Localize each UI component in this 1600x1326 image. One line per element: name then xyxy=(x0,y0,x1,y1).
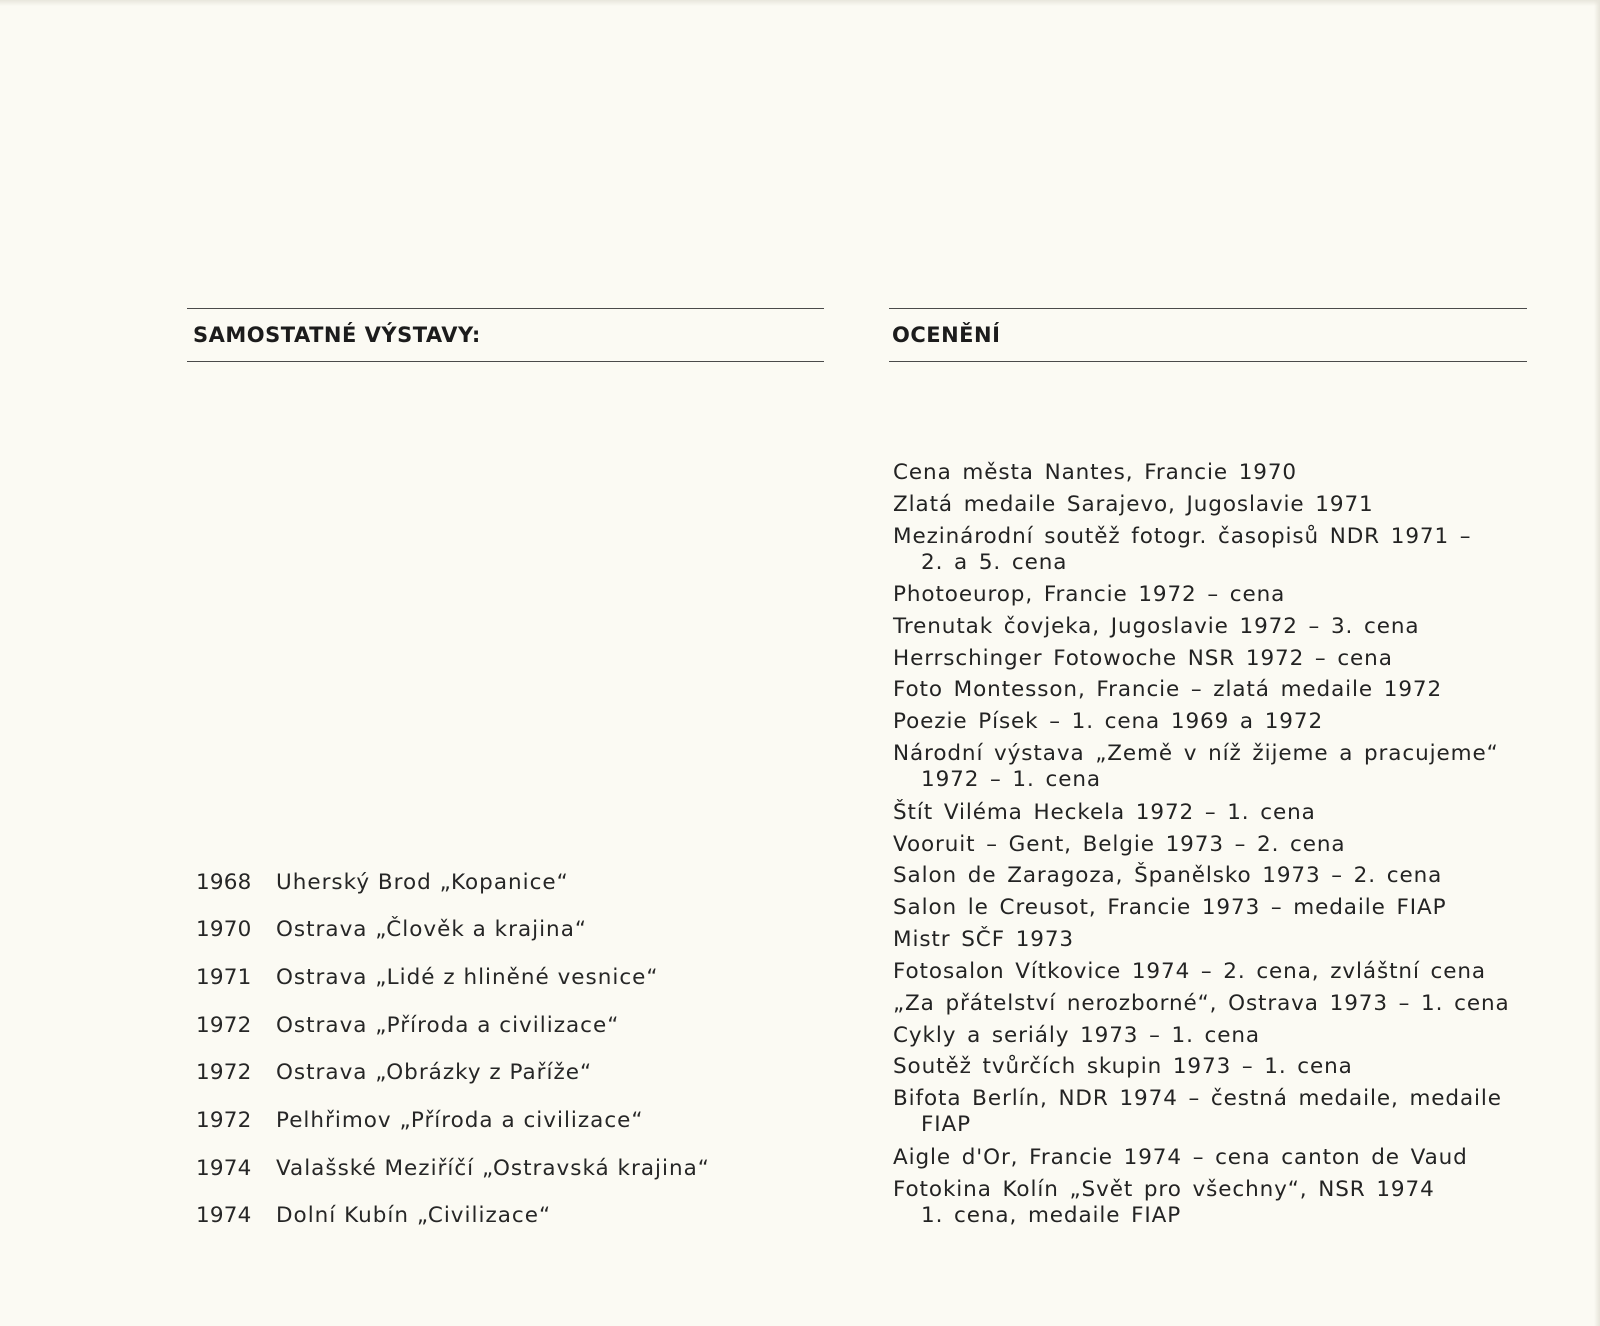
list-item xyxy=(196,917,587,947)
list-item xyxy=(893,460,1533,486)
exhibition-year: 1972 xyxy=(196,1060,252,1085)
exhibition-year: 1971 xyxy=(196,965,252,990)
list-item xyxy=(893,991,1533,1017)
list-item xyxy=(893,741,1533,793)
exhibition-title: Valašské Meziříčí „Ostravská krajina“ xyxy=(276,1156,710,1181)
exhibition-title: Pelhřimov „Příroda a civilizace“ xyxy=(276,1108,644,1133)
award-text: Soutěž tvůrčích skupin 1973 – 1. cena xyxy=(893,1054,1353,1079)
award-text: Aigle d'Or, Francie 1974 – cena canton de Vaud xyxy=(893,1145,1468,1170)
award-text: Fotosalon Vítkovice 1974 – 2. cena, zvláštní cena xyxy=(893,959,1487,984)
list-item xyxy=(893,895,1533,921)
list-item xyxy=(893,646,1533,672)
exhibition-title: Ostrava „Obrázky z Paříže“ xyxy=(276,1060,593,1085)
list-item xyxy=(196,1013,619,1043)
award-text: Foto Montesson, Francie – zlatá medaile 1972 xyxy=(893,677,1443,702)
award-text-continued: 1972 – 1. cena xyxy=(921,767,1101,792)
right-heading-bottom-rule xyxy=(889,361,1527,362)
exhibition-year: 1974 xyxy=(196,1156,252,1181)
award-text: Fotokina Kolín „Svět pro všechny“, NSR 1974 xyxy=(893,1177,1435,1202)
right-section-heading: OCENĚNÍ xyxy=(892,323,1001,347)
award-text: Photoeurop, Francie 1972 – cena xyxy=(893,582,1286,607)
award-text: Zlatá medaile Sarajevo, Jugoslavie 1971 xyxy=(893,492,1374,517)
award-text: Vooruit – Gent, Belgie 1973 – 2. cena xyxy=(893,832,1346,857)
award-text-continued: 2. a 5. cena xyxy=(921,550,1068,575)
left-heading-top-rule xyxy=(187,308,824,309)
list-item xyxy=(893,709,1533,735)
award-text: Mistr SČF 1973 xyxy=(893,927,1075,952)
list-item xyxy=(893,582,1533,608)
award-text: Salon de Zaragoza, Španělsko 1973 – 2. cena xyxy=(893,863,1443,888)
list-item xyxy=(196,1203,551,1233)
award-text-continued: 1. cena, medaile FIAP xyxy=(921,1203,1182,1228)
award-text: Salon le Creusot, Francie 1973 – medaile FIAP xyxy=(893,895,1447,920)
award-text: Národní výstava „Země v níž žijeme a pracujeme“ xyxy=(893,741,1499,766)
list-item xyxy=(893,1145,1533,1171)
list-item xyxy=(893,959,1533,985)
list-item xyxy=(893,524,1533,576)
exhibition-title: Ostrava „Člověk a krajina“ xyxy=(276,917,588,942)
award-text: Poezie Písek – 1. cena 1969 a 1972 xyxy=(893,709,1324,734)
list-item xyxy=(893,614,1533,640)
page-edge-right xyxy=(1594,0,1600,1326)
exhibition-title: Uherský Brod „Kopanice“ xyxy=(276,870,569,895)
award-text: „Za přátelství nerozborné“, Ostrava 1973 – 1. cena xyxy=(893,991,1510,1016)
award-text: Bifota Berlín, NDR 1974 – čestná medaile, medaile xyxy=(893,1086,1502,1111)
exhibition-title: Ostrava „Příroda a civilizace“ xyxy=(276,1013,620,1038)
list-item xyxy=(196,965,659,995)
list-item xyxy=(893,800,1533,826)
list-item xyxy=(893,1086,1533,1138)
list-item xyxy=(893,492,1533,518)
list-item xyxy=(893,1177,1533,1229)
list-item xyxy=(196,1108,644,1138)
list-item xyxy=(893,677,1533,703)
list-item xyxy=(893,1023,1533,1049)
exhibition-title: Ostrava „Lidé z hliněné vesnice“ xyxy=(276,965,659,990)
exhibition-year: 1972 xyxy=(196,1108,252,1133)
exhibition-year: 1972 xyxy=(196,1013,252,1038)
right-heading-top-rule xyxy=(889,308,1527,309)
list-item xyxy=(893,832,1533,858)
award-text: Štít Viléma Heckela 1972 – 1. cena xyxy=(893,800,1316,825)
page-edge-top xyxy=(0,0,1600,6)
list-item xyxy=(196,1156,710,1186)
exhibition-title: Dolní Kubín „Civilizace“ xyxy=(276,1203,552,1228)
left-section-heading: SAMOSTATNÉ VÝSTAVY: xyxy=(193,323,481,347)
list-item xyxy=(893,1054,1533,1080)
list-item xyxy=(893,863,1533,889)
left-heading-bottom-rule xyxy=(187,361,824,362)
award-text-continued: FIAP xyxy=(921,1112,971,1137)
list-item xyxy=(196,1060,592,1090)
award-text: Cykly a seriály 1973 – 1. cena xyxy=(893,1023,1261,1048)
award-text: Herrschinger Fotowoche NSR 1972 – cena xyxy=(893,646,1393,671)
list-item xyxy=(196,870,569,900)
list-item xyxy=(893,927,1533,953)
exhibition-year: 1970 xyxy=(196,917,252,942)
award-text: Cena města Nantes, Francie 1970 xyxy=(893,460,1298,485)
exhibition-year: 1974 xyxy=(196,1203,252,1228)
award-text: Mezinárodní soutěž fotogr. časopisů NDR 1971 – xyxy=(893,524,1472,549)
exhibition-year: 1968 xyxy=(196,870,252,895)
award-text: Trenutak čovjeka, Jugoslavie 1972 – 3. cena xyxy=(893,614,1420,639)
